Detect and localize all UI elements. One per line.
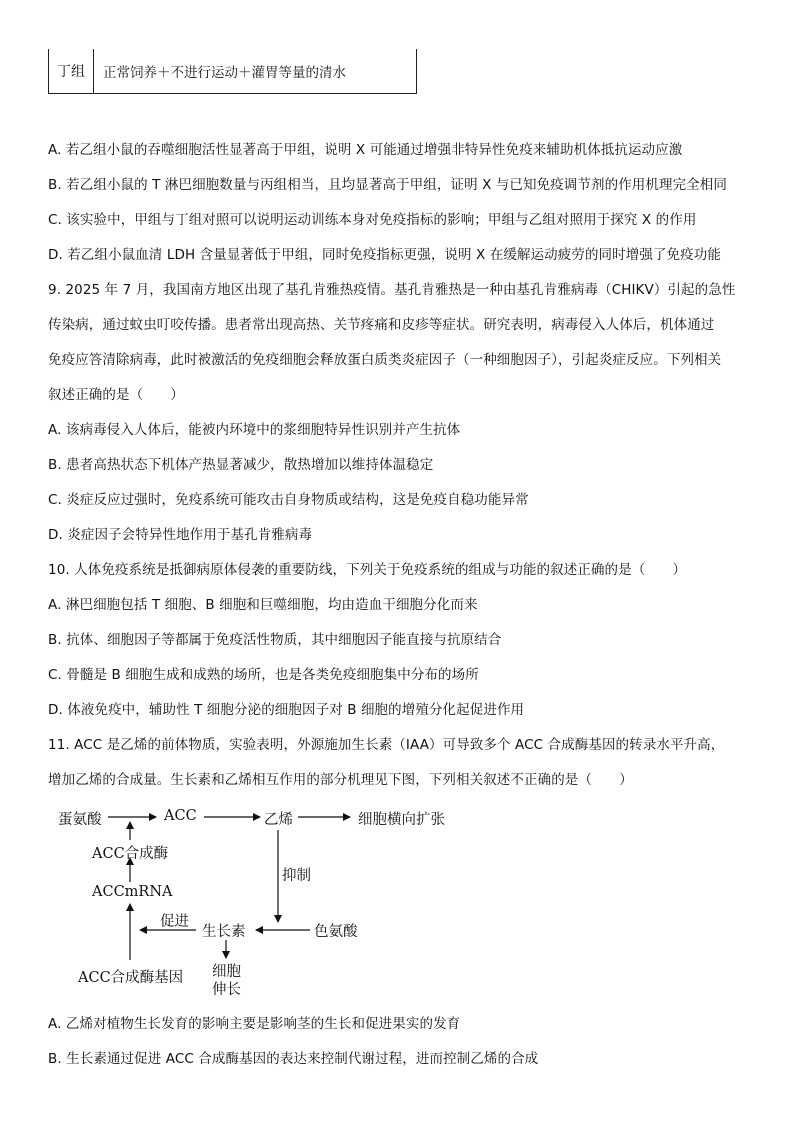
q10-option-c: C. 骨髓是 B 细胞生成和成熟的场所，也是各类免疫细胞集中分布的场所: [48, 667, 479, 683]
q9-stem-line: 叙述正确的是（ ）: [48, 387, 184, 403]
q9-stem-line: 9. 2025 年 7 月，我国南方地区出现了基孔肯雅热疫情。基孔肯雅热是一种由基孔肯雅病毒（CHIKV）引起的急性: [48, 282, 736, 298]
node-cell-elongation-2: 伸长: [212, 982, 241, 998]
q10-stem: 10. 人体免疫系统是抵御病原体侵袭的重要防线，下列关于免疫系统的组成与功能的叙述正确的是（ ）: [48, 562, 687, 578]
q9-option-b: B. 患者高热状态下机体产热显著减少，散热增加以维持体温稳定: [48, 457, 434, 473]
node-acc-gene: ACC合成酶基因: [78, 970, 184, 986]
label-inhibit: 抑制: [282, 868, 311, 884]
q11-option-b: B. 生长素通过促进 ACC 合成酶基因的表达来控制代谢过程，进而控制乙烯的合成: [48, 1051, 539, 1067]
q11-stem-line: 11. ACC 是乙烯的前体物质，实验表明，外源施加生长素（IAA）可导致多个 ACC 合成酶基因的转录水平升高，: [48, 737, 725, 753]
table-treatment-cell: 正常饲养＋不进行运动＋灌胃等量的清水: [103, 65, 346, 81]
node-methionine: 蛋氨酸: [58, 812, 102, 828]
q8-option-d: D. 若乙组小鼠血清 LDH 含量显著低于甲组，同时免疫指标更强，说明 X 在缓解运动疲劳的同时增强了免疫功能: [48, 247, 721, 263]
node-ethylene: 乙烯: [264, 812, 293, 828]
node-acc: ACC: [164, 808, 197, 824]
node-tryptophan: 色氨酸: [314, 924, 358, 940]
table-group-cell: 丁组: [49, 49, 94, 93]
table-right-border: [416, 49, 417, 93]
q10-option-a: A. 淋巴细胞包括 T 细胞、B 细胞和巨噬细胞，均由造血干细胞分化而来: [48, 597, 478, 613]
q11-option-a: A. 乙烯对植物生长发育的影响主要是影响茎的生长和促进果实的发育: [48, 1016, 461, 1032]
q9-stem-line: 传染病，通过蚊虫叮咬传播。患者常出现高热、关节疼痛和皮疹等症状。研究表明，病毒侵入人体后，机体通过: [48, 317, 715, 333]
q9-option-d: D. 炎症因子会特异性地作用于基孔肯雅病毒: [48, 527, 313, 543]
node-acc-synthase: ACC合成酶: [92, 846, 169, 862]
q9-option-c: C. 炎症反应过强时，免疫系统可能攻击自身物质或结构，这是免疫自稳功能异常: [48, 492, 529, 508]
q11-stem-line: 增加乙烯的合成量。生长素和乙烯相互作用的部分机理见下图，下列相关叙述不正确的是（ ）: [48, 772, 633, 788]
q8-option-c: C. 该实验中，甲组与丁组对照可以说明运动训练本身对免疫指标的影响；甲组与乙组对照用于探究 X 的作用: [48, 212, 697, 228]
node-auxin: 生长素: [202, 924, 246, 940]
node-acc-mrna: ACCmRNA: [92, 884, 173, 900]
label-promote: 促进: [160, 914, 189, 930]
q8-option-a: A. 若乙组小鼠的吞噬细胞活性显著高于甲组，说明 X 可能通过增强非特异性免疫来辅助机体抵抗运动应激: [48, 142, 683, 158]
q8-option-b: B. 若乙组小鼠的 T 淋巴细胞数量与丙组相当，且均显著高于甲组，证明 X 与已知免疫调节剂的作用机理完全相同: [48, 177, 728, 193]
node-cell-elongation-1: 细胞: [212, 964, 241, 980]
experiment-table-row: [48, 49, 417, 94]
q9-option-a: A. 该病毒侵入人体后，能被内环境中的浆细胞特异性识别并产生抗体: [48, 422, 461, 438]
q10-option-b: B. 抗体、细胞因子等都属于免疫活性物质，其中细胞因子能直接与抗原结合: [48, 632, 502, 648]
auxin-ethylene-diagram: [48, 800, 468, 1000]
q9-stem-line: 免疫应答清除病毒，此时被激活的免疫细胞会释放蛋白质类炎症因子（一种细胞因子），引起炎症反应。下列相关: [48, 352, 722, 368]
node-cell-expansion: 细胞横向扩张: [358, 812, 445, 828]
q10-option-d: D. 体液免疫中，辅助性 T 细胞分泌的细胞因子对 B 细胞的增殖分化起促进作用: [48, 702, 525, 718]
